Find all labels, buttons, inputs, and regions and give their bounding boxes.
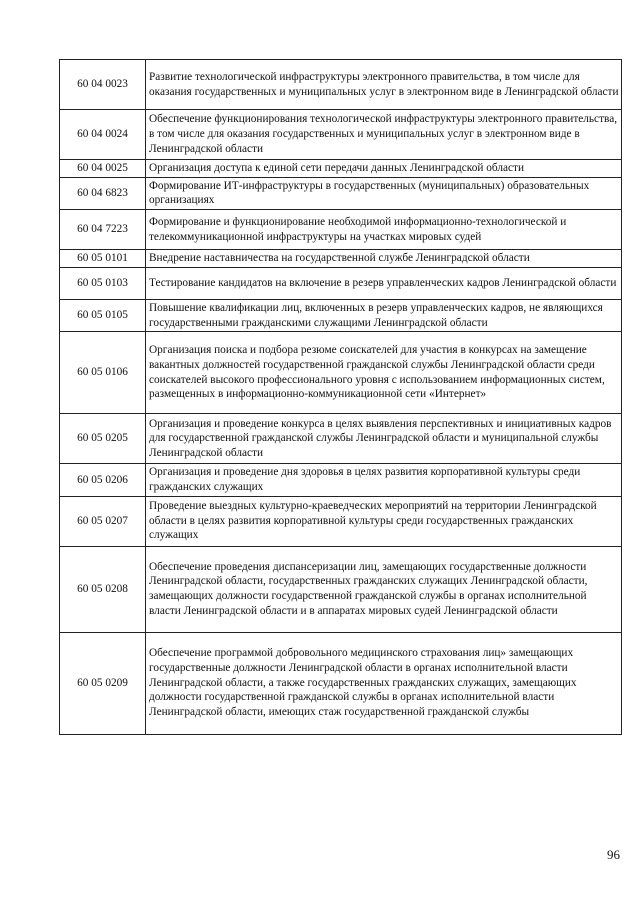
table-row: [60, 267, 622, 299]
row-code: 60 05 0209: [60, 632, 146, 734]
row-code: 60 05 0101: [60, 250, 146, 268]
table-row: [60, 299, 622, 331]
row-code: 60 04 7223: [60, 210, 146, 250]
table-row: [60, 332, 622, 414]
page-number: 96: [607, 847, 620, 862]
row-code: 60 05 0103: [60, 267, 146, 299]
table-row: [60, 546, 622, 632]
row-description: Развитие технологической инфраструктуры электронного правительства, в том числе для оказания государственных и муниципальных услуг в электронном виде в Ленинградской области: [146, 60, 622, 110]
row-code: 60 04 0023: [60, 60, 146, 110]
row-code: 60 05 0207: [60, 496, 146, 546]
table-row: [60, 160, 622, 178]
row-description: Организация поиска и подбора резюме соискателей для участия в конкурсах на замещение вакантных должностей государственной гражданской службы Ленинградской области среди соискателей высокого профессионального уровня с использованием информационных систем, размещенных в информационно-коммуникационной сети «Интернет»: [146, 332, 622, 414]
row-code: 60 04 6823: [60, 177, 146, 209]
row-code: 60 05 0205: [60, 414, 146, 464]
row-description: Формирование ИТ-инфраструктуры в государственных (муниципальных) образовательных организациях: [146, 177, 622, 209]
table-row: [60, 60, 622, 110]
row-description: Повышение квалификации лиц, включенных в резерв управленческих кадров, не являющихся государственными гражданскими служащими Ленинградской области: [146, 299, 622, 331]
table-row: [60, 414, 622, 464]
table-row: [60, 496, 622, 546]
row-code: 60 05 0206: [60, 464, 146, 496]
row-description: Формирование и функционирование необходимой информационно-технологической и телекоммуникационной инфраструктуры на участках мировых судей: [146, 210, 622, 250]
row-code: 60 04 0025: [60, 160, 146, 178]
row-code: 60 05 0208: [60, 546, 146, 632]
row-description: Организация и проведение конкурса в целях выявления перспективных и инициативных кадров для государственной гражданской службы Ленинградской области и муниципальной службы Ленинградской области: [146, 414, 622, 464]
budget-codes-table: [59, 59, 622, 735]
row-code: 60 05 0105: [60, 299, 146, 331]
row-description: Организация и проведение дня здоровья в целях развития корпоративной культуры среди гражданских служащих: [146, 464, 622, 496]
row-description: Проведение выездных культурно-краеведческих мероприятий на территории Ленинградской области в целях развития корпоративной культуры среди государственных гражданских служащих: [146, 496, 622, 546]
row-description: Организация доступа к единой сети передачи данных Ленинградской области: [146, 160, 622, 178]
row-code: 60 05 0106: [60, 332, 146, 414]
row-code: 60 04 0024: [60, 110, 146, 160]
table-body: [60, 60, 622, 735]
table-row: [60, 250, 622, 268]
table-row: [60, 632, 622, 734]
row-description: Внедрение наставничества на государственной службе Ленинградской области: [146, 250, 622, 268]
table-row: [60, 464, 622, 496]
row-description: Тестирование кандидатов на включение в резерв управленческих кадров Ленинградской области: [146, 267, 622, 299]
row-description: Обеспечение функционирования технологической инфраструктуры электронного правительства, в том числе для оказания государственных и муниципальных услуг в электронном виде в Ленинградской области: [146, 110, 622, 160]
row-description: Обеспечение программой добровольного медицинского страхования лиц» замещающих государственные должности Ленинградской области в органах исполнительной власти Ленинградской области, а также государственных гражданских служащих, замещающих должности государственной гражданской службы в органах исполнительной власти Ленинградской области, имеющих стаж государственной гражданской службы: [146, 632, 622, 734]
row-description: Обеспечение проведения диспансеризации лиц, замещающих государственные должности Ленинградской области, государственных гражданских служащих Ленинградской области, замещающих должности государственной гражданской службы в органах исполнительной власти Ленинградской области и в аппаратах мировых судей Ленинградской области: [146, 546, 622, 632]
table-row: [60, 210, 622, 250]
table-row: [60, 110, 622, 160]
table-row: [60, 177, 622, 209]
